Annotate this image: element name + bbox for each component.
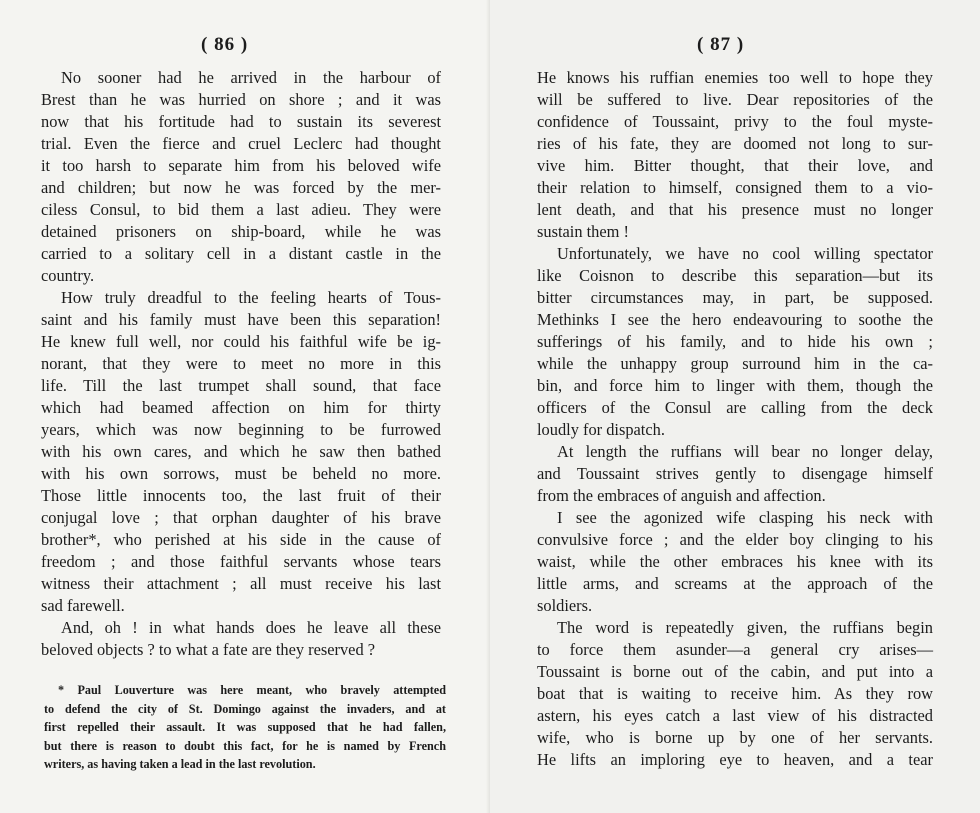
text-line: He knew full well, nor could his faithful wife be ig- [41, 332, 441, 351]
text-line: conjugal love ; that orphan daughter of his brave [41, 508, 441, 527]
text-line: while the unhappy group surround him in the ca- [537, 354, 933, 373]
text-line: now that his fortitude had to sustain its severest [41, 112, 441, 131]
paragraph [537, 67, 933, 243]
text-line: I see the agonized wife clasping his neck with [557, 508, 933, 527]
text-line: life. Till the last trumpet shall sound, that face [41, 376, 441, 395]
footnote-line: first repelled their assault. It was supposed that he had fallen, [44, 720, 446, 735]
text-line: sad farewell. [41, 596, 125, 615]
text-line: norant, that they were to meet no more in this [41, 354, 441, 373]
text-line: He lifts an imploring eye to heaven, and a tear [537, 750, 933, 769]
text-line: with his own cares, and which he saw then bathed [41, 442, 441, 461]
paragraph [537, 617, 933, 771]
text-line: soldiers. [537, 596, 593, 615]
text-line: And, oh ! in what hands does he leave all these [61, 618, 441, 637]
paragraph [41, 287, 441, 617]
text-line: vive him. Bitter thought, that their love, and [537, 156, 933, 175]
text-line: ciless Consul, to bid them a last adieu. They were [41, 200, 441, 219]
page-number-86: ( 86 ) [201, 34, 249, 55]
text-line: years, which was now beginning to be furrowed [41, 420, 441, 439]
text-line: officers of the Consul are calling from the deck [537, 398, 933, 417]
text-line: confidence of Toussaint, privy to the foul myste- [537, 112, 933, 131]
text-line: ries of his fate, they are doomed not long to sur- [537, 134, 933, 153]
text-line: their relation to himself, consigned them to a vio- [537, 178, 933, 197]
text-line: He knows his ruffian enemies too well to hope they [537, 68, 933, 87]
text-line: saint and his family must have been this separation! [41, 310, 441, 329]
paragraph [537, 507, 933, 617]
text-line: Unfortunately, we have no cool willing spectator [557, 244, 933, 263]
paragraph [41, 617, 441, 661]
paragraph [537, 441, 933, 507]
footnote-line: to defend the city of St. Domingo against the invaders, and at [44, 701, 446, 716]
text-line: and children; but now he was forced by the mer- [41, 178, 441, 197]
text-line: lent death, and that his presence must no longer [537, 200, 933, 219]
footnote-line: but there is reason to doubt this fact, for he is named by French [44, 738, 446, 753]
text-line: and Toussaint strives gently to disengage himself [537, 464, 933, 483]
text-line: convulsive force ; and the elder boy clinging to his [537, 530, 933, 549]
text-line: detained prisoners on ship-board, while he was [41, 222, 441, 241]
text-line: bitter circumstances may, in part, be supposed. [537, 288, 933, 307]
text-line: with his own sorrows, must be beheld no more. [41, 464, 441, 483]
text-line: How truly dreadful to the feeling hearts of Tous- [61, 288, 441, 307]
text-line: country. [41, 266, 95, 285]
footnote-line: * Paul Louverture was here meant, who bravely attempted [58, 683, 446, 697]
right-page-body [537, 67, 933, 771]
text-line: astern, his eyes catch a last view of his distracted [537, 706, 933, 725]
text-line: wife, who is borne up by one of her servants. [537, 728, 933, 747]
right-page [490, 0, 980, 813]
text-line: beloved objects ? to what a fate are they reserved ? [41, 640, 376, 659]
paragraph [537, 243, 933, 441]
footnote [44, 681, 446, 774]
text-line: The word is repeatedly given, the ruffians begin [557, 618, 933, 637]
text-line: Those little innocents too, the last fruit of their [41, 486, 441, 505]
paragraph [41, 67, 441, 287]
text-line: No sooner had he arrived in the harbour of [61, 68, 441, 87]
text-line: Methinks I see the hero endeavouring to soothe the [537, 310, 933, 329]
text-line: At length the ruffians will bear no longer delay, [557, 442, 933, 461]
text-line: trial. Even the fierce and cruel Leclerc had thought [41, 134, 441, 153]
footnote-line: writers, as having taken a lead in the last revolution. [44, 757, 316, 772]
text-line: will be suffered to live. Dear repositories of the [537, 90, 933, 109]
text-line: bin, and force him to linger with them, though the [537, 376, 933, 395]
text-line: which had beamed affection on him for thirty [41, 398, 441, 417]
text-line: little arms, and screams at the approach of the [537, 574, 933, 593]
text-line: to force them asunder—a general cry arises— [537, 640, 933, 659]
text-line: carried to a solitary cell in a distant castle in the [41, 244, 441, 263]
text-line: waist, while the other embraces his knee with its [537, 552, 933, 571]
text-line: like Coisnon to describe this separation—but its [537, 266, 933, 285]
text-line: Brest than he was hurried on shore ; and it was [41, 90, 441, 109]
text-line: from the embraces of anguish and affection. [537, 486, 826, 505]
left-page-body [41, 67, 441, 661]
text-line: sufferings of his family, and to hide his own ; [537, 332, 933, 351]
text-line: sustain them ! [537, 222, 629, 241]
text-line: Toussaint is borne out of the cabin, and put into a [537, 662, 933, 681]
text-line: freedom ; and those faithful servants whose tears [41, 552, 441, 571]
page-number-87: ( 87 ) [697, 34, 745, 55]
text-line: boat that is waiting to receive him. As they row [537, 684, 933, 703]
text-line: loudly for dispatch. [537, 420, 665, 439]
text-line: it too harsh to separate him from his beloved wife [41, 156, 441, 175]
text-line: witness their attachment ; all must receive his last [41, 574, 441, 593]
text-line: brother*, who perished at his side in the cause of [41, 530, 441, 549]
